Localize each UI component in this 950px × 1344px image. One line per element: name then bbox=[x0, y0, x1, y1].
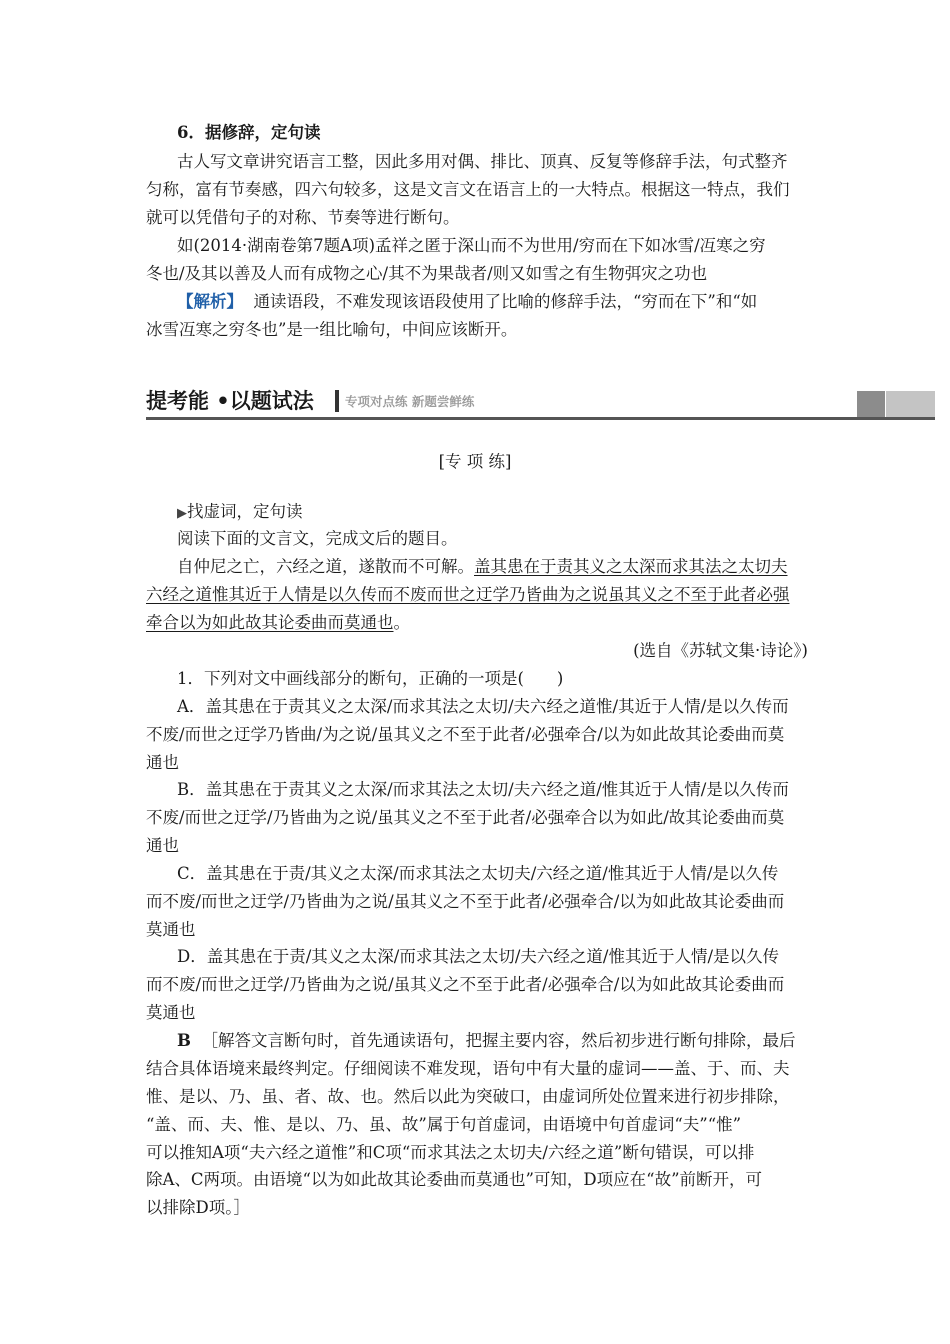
source-citation: (选自《苏轼文集·诗论》) bbox=[633, 641, 808, 660]
example-line: 如(2014·湖南卷第7题A项)孟祥之匿于深山而不为世用/穷而在下如冰雪/冱寒之穷 bbox=[177, 236, 766, 255]
option-d: 而不废/而世之迂学/乃皆曲为之说/虽其义之不至于此者/必强牵合/以为如此故其论委曲而 bbox=[146, 975, 785, 994]
option-b: 不废/而世之迂学/乃皆曲为之说/虽其义之不至于此者/必强牵合以为如此/故其论委曲而莫 bbox=[146, 808, 785, 827]
example-line: 冬也/及其以善及人而有成物之心/其不为果哉者/则又如雪之有生物弭灾之功也 bbox=[146, 264, 708, 283]
banner-divider bbox=[335, 390, 339, 412]
section-heading: 6．据修辞，定句读 bbox=[177, 123, 321, 142]
explanation-line: 以排除D项。］ bbox=[146, 1198, 250, 1217]
option-a: 不废/而世之迂学乃皆曲/为之说/虽其义之不至于此者/必强牵合/以为如此故其论委曲而莫 bbox=[146, 725, 785, 744]
explanation-line: 除A、C两项。由语境“以为如此故其论委曲而莫通也”可知，D项应在“故”前断开，可 bbox=[146, 1170, 763, 1189]
passage-lead: 自仲尼之亡，六经之道，遂散而不可解。 bbox=[177, 557, 474, 576]
question: 1．下列对文中画线部分的断句，正确的一项是( ) bbox=[177, 669, 564, 688]
banner-block-dark bbox=[857, 391, 885, 417]
explanation-text: ［解答文言断句时，首先通读语句，把握主要内容，然后初步进行断句排除，最后 bbox=[201, 1031, 796, 1050]
option-d: D．盖其患在于责/其义之太深/而求其法之太切/夫六经之道/惟其近于人情/是以久传 bbox=[177, 947, 780, 966]
answer-letter: B bbox=[177, 1031, 191, 1050]
option-a: 通也 bbox=[146, 753, 179, 772]
passage-line bbox=[177, 557, 788, 577]
topic-text: 找虚词，定句读 bbox=[187, 502, 303, 521]
explanation-line: “盖、而、夫、惟、是以、乃、虽、故”属于句首虚词，由语境中句首虚词“夫”“惟” bbox=[146, 1115, 742, 1134]
paragraph-line: 古人写文章讲究语言工整，因此多用对偶、排比、顶真、反复等修辞手法，句式整齐 bbox=[177, 152, 788, 171]
banner-block-light bbox=[886, 391, 935, 417]
analysis-tag: 【解析】 bbox=[177, 292, 243, 311]
option-c: 莫通也 bbox=[146, 920, 196, 939]
passage-underlined: 盖其患在于责其义之太深而求其法之太切夫 bbox=[474, 557, 788, 576]
banner-subtitle: 专项对点练 新题尝鲜练 bbox=[345, 394, 475, 409]
instruction: 阅读下面的文言文，完成文后的题目。 bbox=[177, 529, 458, 548]
topic-line bbox=[177, 502, 303, 524]
paragraph-line: 匀称，富有节奏感，四六句较多，这是文言文在语言上的一大特点。根据这一特点，我们 bbox=[146, 180, 790, 199]
banner-rule bbox=[146, 417, 935, 420]
analysis-text: 通读语段，不难发现该语段使用了比喻的修辞手法，“穷而在下”和“如 bbox=[253, 292, 758, 311]
analysis-line: 冰雪冱寒之穷冬也”是一组比喻句，中间应该断开。 bbox=[146, 320, 518, 339]
option-a: A．盖其患在于责其义之太深/而求其法之太切/夫六经之道惟/其近于人情/是以久传而 bbox=[177, 697, 789, 716]
option-b: B．盖其患在于责其义之太深/而求其法之太切/夫六经之道/惟其近于人情/是以久传而 bbox=[177, 780, 789, 799]
practice-label: [专 项 练] bbox=[438, 452, 512, 471]
explanation-line: 惟、是以、乃、虽、者、故、也。然后以此为突破口，由虚词所处位置来进行初步排除， bbox=[146, 1087, 790, 1106]
triangle-icon: ▶ bbox=[177, 506, 187, 521]
passage-underlined: 牵合以为如此故其论委曲而莫通也 bbox=[146, 613, 394, 632]
passage-line bbox=[146, 585, 790, 605]
analysis-line bbox=[177, 292, 757, 312]
paragraph-line: 就可以凭借句子的对称、节奏等进行断句。 bbox=[146, 208, 460, 227]
banner-title: 提考能 •以题试法 bbox=[146, 389, 314, 413]
option-c: 而不废/而世之迂学/乃皆曲为之说/虽其义之不至于此者/必强牵合/以为如此故其论委曲而 bbox=[146, 892, 785, 911]
passage-underlined: 六经之道惟其近于人情是以久传而不废而世之迂学乃皆曲为之说虽其义之不至于此者必强 bbox=[146, 585, 790, 604]
option-d: 莫通也 bbox=[146, 1003, 196, 1022]
explanation-line: 可以推知A项“夫六经之道惟”和C项“而求其法之太切夫/六经之道”断句错误，可以排 bbox=[146, 1143, 755, 1162]
explanation-line: 结合具体语境来最终判定。仔细阅读不难发现，语句中有大量的虚词——盖、于、而、夫 bbox=[146, 1059, 790, 1078]
option-b: 通也 bbox=[146, 836, 179, 855]
passage-end: 。 bbox=[393, 613, 410, 632]
passage-line bbox=[146, 613, 410, 633]
option-c: C．盖其患在于责/其义之太深/而求其法之太切夫/六经之道/惟其近于人情/是以久传 bbox=[177, 864, 779, 883]
answer-line bbox=[177, 1031, 795, 1051]
